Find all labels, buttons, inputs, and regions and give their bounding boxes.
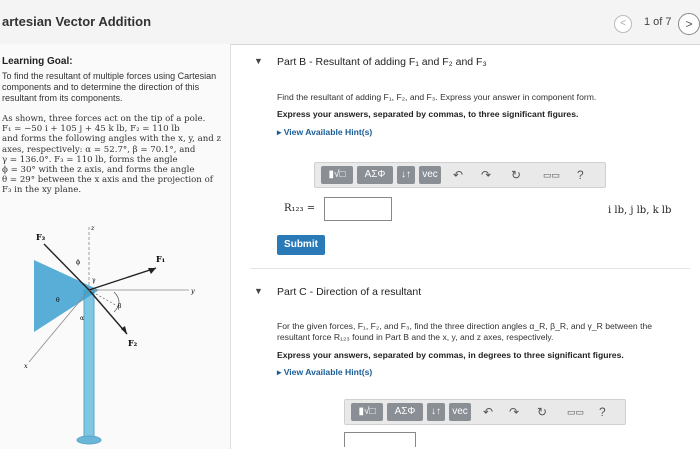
vec-button[interactable]: vec <box>449 403 471 421</box>
part-b-express: Express your answers, separated by commas, to three significant figures. <box>277 109 579 119</box>
undo-icon[interactable]: ↶ <box>453 168 464 182</box>
z-label: z <box>91 224 95 232</box>
part-c-collapse-icon[interactable]: ▼ <box>254 286 263 296</box>
part-c-instruction-line1: For the given forces, F₁, F₂, and F₃, find the three direction angles α_R, β_R, and γ_R between the <box>277 321 653 331</box>
greek-button[interactable]: ΑΣΦ <box>357 166 393 184</box>
answer-label: R₁₂₃ = <box>284 203 316 214</box>
redo-icon[interactable]: ↷ <box>509 405 520 419</box>
sort-button[interactable]: ↓↑ <box>397 166 415 184</box>
sort-button[interactable]: ↓↑ <box>427 403 445 421</box>
templates-button[interactable]: ▮√□ <box>321 166 353 184</box>
alpha-label: α <box>80 315 85 322</box>
part-divider <box>250 268 690 269</box>
redo-icon[interactable]: ↷ <box>481 168 492 182</box>
theta-label: θ <box>56 297 60 304</box>
next-button[interactable]: > <box>678 13 700 35</box>
vec-button[interactable]: vec <box>419 166 441 184</box>
part-c-hints-link[interactable]: ▸ View Available Hint(s) <box>277 367 373 377</box>
undo-icon[interactable]: ↶ <box>483 405 494 419</box>
help-icon[interactable]: ? <box>599 405 606 419</box>
part-b-title[interactable]: Part B - Resultant of adding F₁ and F₂ and F₃ <box>277 56 487 68</box>
problem-line: θ = 29° between the x axis and the projection of <box>2 175 213 186</box>
part-c-instruction-line2: resultant force R₁₂₃ found in Part B and the x, y, and z axes, respectively. <box>277 332 554 342</box>
gamma-label: γ <box>92 277 96 284</box>
phi-label: ϕ <box>76 259 81 266</box>
problem-line: ϕ = 30° with the z axis, and forms the angle <box>2 165 195 176</box>
help-icon[interactable]: ? <box>577 168 584 182</box>
reset-icon[interactable]: ↻ <box>537 405 548 419</box>
problem-panel <box>0 44 231 449</box>
y-label: y <box>191 287 195 295</box>
part-b-collapse-icon[interactable]: ▼ <box>254 56 263 66</box>
questions-panel <box>232 44 700 449</box>
greek-button[interactable]: ΑΣΦ <box>387 403 423 421</box>
f3-label: F₃ <box>36 232 46 242</box>
problem-line: F₃ in the xy plane. <box>2 185 82 196</box>
previous-button[interactable]: < <box>614 15 632 33</box>
assignment-title: artesian Vector Addition <box>2 14 152 29</box>
pole-base <box>77 436 101 444</box>
f2-vector <box>89 290 127 334</box>
force-diagram <box>14 222 224 447</box>
part-b-equation-toolbar <box>314 162 606 188</box>
part-c-express: Express your answers, separated by commas, in degrees to three significant figures. <box>277 350 624 360</box>
f2-label: F₂ <box>128 338 138 348</box>
answer-units: i lb, j lb, k lb <box>608 205 672 216</box>
reset-icon[interactable]: ↻ <box>511 168 522 182</box>
learning-goal-heading: Learning Goal: <box>2 56 73 67</box>
x-label: x <box>24 362 28 370</box>
answer-input[interactable] <box>324 197 392 221</box>
problem-line: F₁ = −50 i + 105 j + 45 k lb, F₂ = 110 lb <box>2 124 180 135</box>
problem-line: axes, respectively: α = 52.7°, β = 70.1°, and <box>2 144 196 155</box>
f1-vector <box>89 268 156 290</box>
part-c-title[interactable]: Part C - Direction of a resultant <box>277 286 422 298</box>
problem-line: γ = 136.0°. F₃ = 110 lb, forms the angle <box>2 154 178 165</box>
part-c-answer-input[interactable] <box>344 432 416 447</box>
learning-goal-text: To find the resultant of multiple forces using Cartesian components and to determine the direction of this resultant from its components. <box>2 71 217 103</box>
problem-statement <box>2 114 224 196</box>
f1-arrowhead <box>148 268 156 274</box>
f1-label: F₁ <box>156 254 166 264</box>
top-bar <box>0 0 700 45</box>
problem-line: As shown, three forces act on the tip of a pole. <box>2 114 206 124</box>
submit-button[interactable]: Submit <box>277 235 325 255</box>
templates-button[interactable]: ▮√□ <box>351 403 383 421</box>
pole <box>84 290 94 440</box>
part-c-equation-toolbar <box>344 399 626 425</box>
page-counter: 1 of 7 <box>644 16 672 28</box>
part-b-instruction: Find the resultant of adding F₁, F₂, and F₃. Express your answer in component form. <box>277 92 597 102</box>
keyboard-icon[interactable]: ▭▭ <box>543 170 561 180</box>
keyboard-icon[interactable]: ▭▭ <box>567 407 585 417</box>
beta-label: β <box>118 303 122 310</box>
part-b-hints-link[interactable]: ▸ View Available Hint(s) <box>277 127 373 137</box>
problem-line: and forms the following angles with the x, y, and z <box>2 134 222 145</box>
